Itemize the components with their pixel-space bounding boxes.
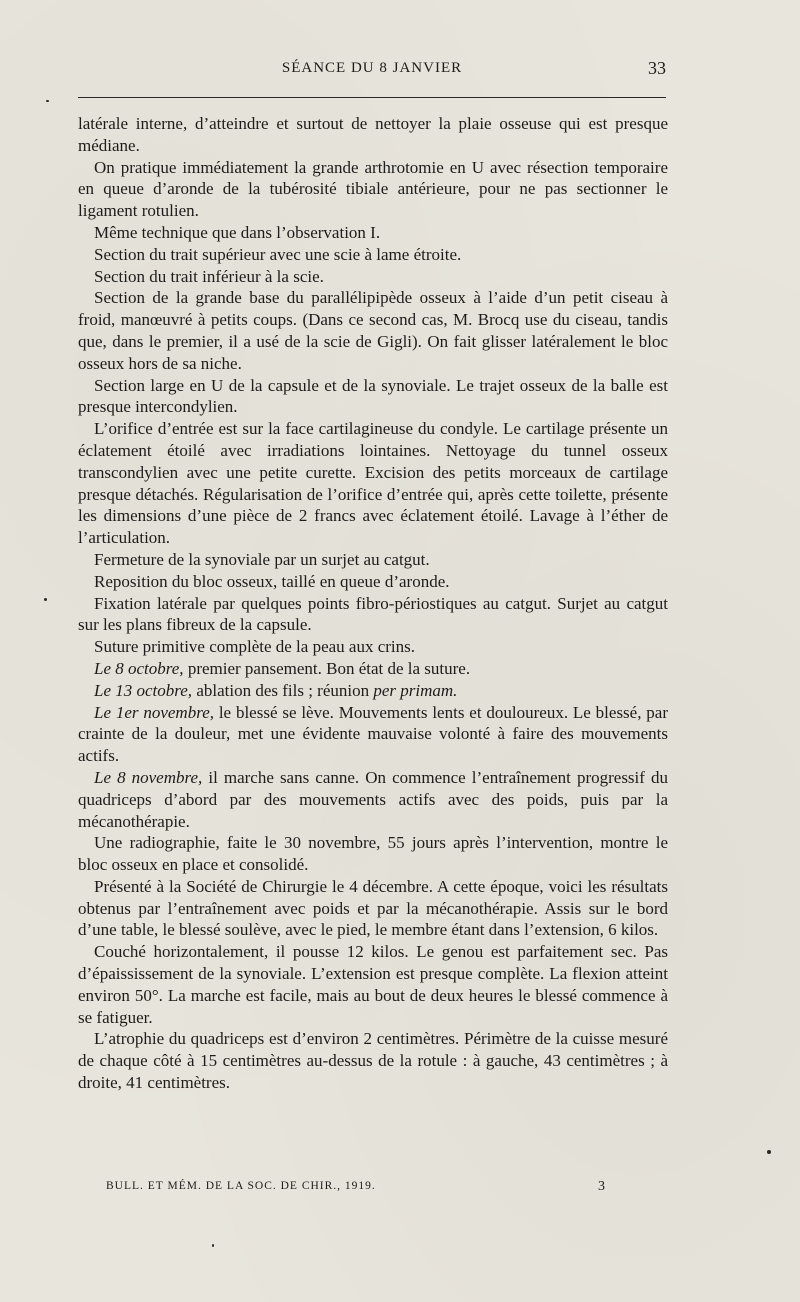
paragraph: Section de la grande base du parallélipipède osseux à l’aide d’un petit ciseau à froid, manœuvré à petits coups. (Dans ce second cas, M. Brocq use du ciseau, tandis que, dans le premier, il a usé de la scie de Gigli). On fait glisser latéralement le bloc osseux hors de sa niche. xyxy=(78,288,668,373)
paragraph: Présenté à la Société de Chirurgie le 4 décembre. A cette époque, voici les résultats obtenus par l’entraînement avec poids et par la mécanothérapie. Assis sur le bord d’une table, le blessé soulève, avec le pied, le membre étant dans l’extension, 6 kilos. xyxy=(78,876,668,940)
entry-text: premier pansement. Bon état de la suture. xyxy=(183,658,471,678)
paragraph: L’orifice d’entrée est sur la face cartilagineuse du condyle. Le cartilage présente un éclatement étoilé avec irradiations lointaines. Nettoyage du tunnel osseux transcondylien avec une petite curette. Excision des petits morceaux de cartilage presque détachés. Régularisation de l’orifice d’entrée qui, après cette toilette, présente les dimensions d’une pièce de 2 francs avec éclatement étoilé. Lavage à l’éther de l’articulation. xyxy=(78,419,668,548)
paragraph: L’atrophie du quadriceps est d’environ 2 centimètres. Périmètre de la cuisse mesuré de chaque côté à 15 centimètres au-dessus de la rotule : à gauche, 43 centimètres ; à droite, 41 centimètres. xyxy=(78,1029,668,1093)
paragraph: On pratique immédiatement la grande arthrotomie en U avec résection temporaire en queue d’aronde de la tubérosité tibiale antérieure, pour ne pas sectionner le ligament rotulien. xyxy=(78,157,668,221)
print-speck xyxy=(46,100,49,102)
dated-entry xyxy=(78,658,668,680)
page-footer xyxy=(106,1180,606,1192)
body-text xyxy=(78,113,668,1094)
paragraph: Section du trait supérieur avec une scie à lame étroite. xyxy=(94,244,462,264)
entry-emphasis: per primam. xyxy=(373,680,458,700)
header-rule xyxy=(78,97,666,98)
paragraph: Fermeture de la synoviale par un surjet au catgut. xyxy=(94,549,430,569)
entry-text: ablation des fils ; réunion xyxy=(192,680,374,700)
print-speck xyxy=(44,598,47,601)
entry-date: Le 13 octobre, xyxy=(94,680,193,700)
paragraph: latérale interne, d’atteindre et surtout de nettoyer la plaie osseuse qui est presque médiane. xyxy=(78,114,668,155)
entry-date: Le 1er novembre, xyxy=(94,702,214,722)
entry-text: le blessé se lève. Mouvements lents et douloureux. Le blessé, par crainte de la douleur, met une évidente mauvaise volonté à faire des mouvements actifs. xyxy=(78,702,669,766)
entry-text: il marche sans canne. On commence l’entraînement progressif du quadriceps d’abord par des mouvements actifs avec des poids, puis par la mécanothérapie. xyxy=(78,767,668,831)
signature-mark: 3 xyxy=(598,1179,606,1194)
running-title: SÉANCE DU 8 JANVIER xyxy=(281,60,463,76)
paragraph: Reposition du bloc osseux, taillé en queue d’aronde. xyxy=(94,571,450,591)
paragraph: Suture primitive complète de la peau aux crins. xyxy=(94,637,416,657)
dated-entry xyxy=(78,767,668,832)
running-head xyxy=(78,58,666,86)
page-number: 33 xyxy=(648,58,666,78)
print-speck xyxy=(767,1150,771,1154)
paragraph: Couché horizontalement, il pousse 12 kilos. Le genou est parfaitement sec. Pas d’épaississement de la synoviale. L’extension est presque complète. La flexion atteint environ 50°. La marche est facile, mais au bout de deux heures le blessé commence à se fatiguer. xyxy=(78,942,668,1027)
paragraph: Une radiographie, faite le 30 novembre, 55 jours après l’intervention, montre le bloc osseux en place et consolidé. xyxy=(78,833,668,875)
paragraph: Section du trait inférieur à la scie. xyxy=(94,266,324,286)
dated-entry xyxy=(78,702,668,767)
dated-entry xyxy=(78,680,668,702)
entry-date: Le 8 octobre, xyxy=(94,658,184,678)
journal-reference: BULL. ET MÉM. DE LA SOC. DE CHIR., 1919. xyxy=(106,1180,376,1192)
print-speck xyxy=(212,1244,214,1247)
entry-date: Le 8 novembre, xyxy=(94,767,203,787)
paragraph: Même technique que dans l’observation I. xyxy=(94,222,381,242)
paragraph: Fixation latérale par quelques points fibro-périostiques au catgut. Surjet au catgut sur les plans fibreux de la capsule. xyxy=(78,593,668,635)
paragraph: Section large en U de la capsule et de la synoviale. Le trajet osseux de la balle est presque intercondylien. xyxy=(78,375,668,417)
